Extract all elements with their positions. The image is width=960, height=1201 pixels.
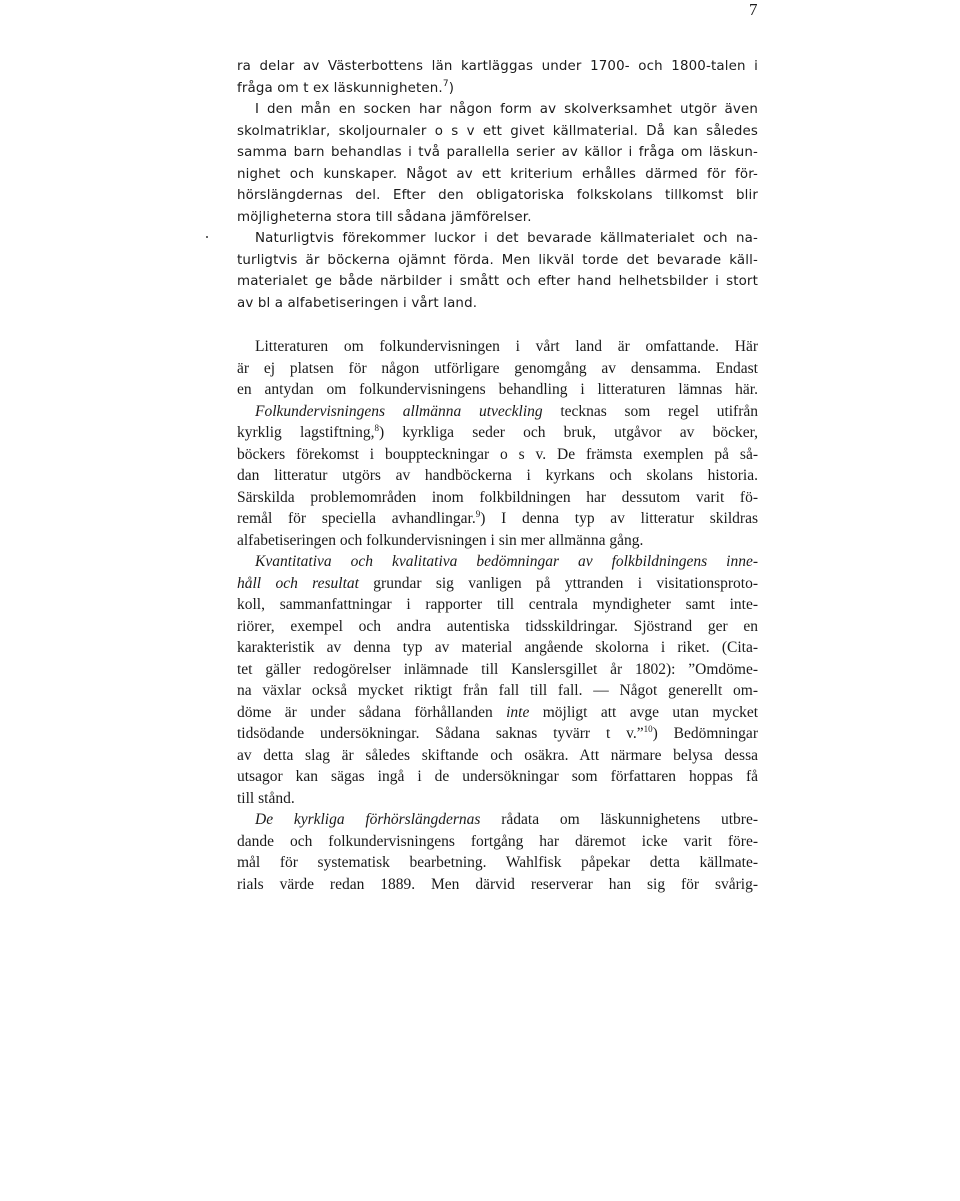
text-line: utsagor kan sägas ingå i de undersökningar som författaren hoppas få [237,768,758,785]
text-line [237,401,758,423]
text-line: en antydan om folkundervisningens behandling i litteraturen lämnas här. [237,381,758,398]
text-line: mål för systematisk bearbetning. Wahlfisk påpekar detta källmate- [237,854,758,871]
footnote-ref: 9 [475,509,481,519]
paragraph-gap [237,314,758,336]
body-text [237,56,758,895]
text-line [237,573,758,595]
text-line [237,702,758,724]
text-line: av detta slag är således skiftande och osäkra. Att närmare belysa dessa [237,746,758,764]
text-line: dan litteratur utgörs av handböckerna i kyrkans och skolans historia. [237,467,758,484]
text-run: remål för speciella avhandlingar. [237,510,476,527]
text-line [237,551,758,573]
text-line: dande och folkundervisningens fortgång har däremot icke varit före- [237,832,758,850]
text-line [237,508,758,530]
emphasis: Kvantitativa och kvalitativa bedömningar av folkbildningens inne- [255,553,758,570]
text-run: tecknas som regel utifrån [542,402,759,420]
text-line: riörer, exempel och andra autentiska tidsskildringar. Sjöstrand ger en [237,617,758,635]
text-line [237,723,758,745]
emphasis: De kyrkliga förhörslängdernas [255,811,481,828]
text-line: ra delar av Västerbottens län kartläggas under 1700- och 1800-talen i [237,59,758,74]
text-line [237,422,758,444]
text-run: fråga om t ex läskunnigheten. [237,80,443,96]
text-line: tet gäller redogörelser inlämnade till Kanslersgillet år 1802): ”Omdöme- [237,660,758,678]
text-line: Särskilda problemområden inom folkbildningen har dessutom varit fö- [237,488,758,506]
footnote-ref: 10 [643,724,653,734]
text-run: ) I denna typ av litteratur skildras [480,510,758,527]
page-number: 7 [749,0,758,19]
text-run: grundar sig vanligen på yttranden i visitationsproto- [358,574,759,592]
text-run: döme är under sådana förhållanden [237,703,507,721]
text-line: Naturligtvis förekommer luckor i det bevarade källmaterialet och na- [255,231,758,246]
text-run: rådata om läskunnighetens utbre- [480,811,759,828]
text-line: möjligheterna stora till sådana jämförelser. [237,209,532,225]
text-line: skolmatriklar, skoljournaler o s v ett givet källmaterial. Då kan således [237,123,758,139]
emphasis: inte [506,703,530,721]
scan-speck [206,236,208,238]
emphasis: Folkundervisningens allmänna utveckling [255,402,543,420]
text-line: karakteristik av denna typ av material angående skolorna i riket. (Cita- [237,639,758,656]
text-line [237,78,758,100]
text-line: hörslängdernas del. Efter den obligatoriska folkskolans tillkomst blir [237,188,758,203]
footnote-ref: 7 [442,78,449,89]
text-line: Litteraturen om folkundervisningen i vårt land är omfattande. Här [255,338,758,355]
text-line: koll, sammanfattningar i rapporter till centrala myndigheter samt inte- [237,596,758,613]
text-run: ) kyrkliga seder och bruk, utgåvor av böcker, [378,424,758,441]
text-run: ) [448,80,455,96]
text-run: tidsödande undersökningar. Sådana saknas tyvärr t v.” [237,725,644,742]
text-run: möjligt att avge utan mycket [529,703,759,721]
text-run: kyrklig lagstiftning, [237,424,375,441]
text-run: ) Bedömningar [652,725,758,742]
text-line: na växlar också mycket riktigt från fall till fall. — Något generellt om- [237,682,758,699]
text-line: böckers förekomst i bouppteckningar o s v. De främsta exemplen på så- [237,445,758,463]
text-line: alfabetiseringen och folkundervisningen i sin mer allmänna gång. [237,531,644,549]
text-line: materialet ge både närbilder i smått och efter hand helhetsbilder i stort [237,274,758,289]
text-line: till stånd. [237,789,295,807]
text-line: är ej platsen för någon utförligare genomgång av densamma. Endast [237,359,758,377]
text-line: av bl a alfabetiseringen i vårt land. [237,295,478,311]
text-line [237,809,758,831]
text-line: turligtvis är böckerna ojämnt förda. Men likväl torde det bevarade käll- [237,252,758,268]
text-line: nighet och kunskaper. Något av ett kriterium erhålles därmed för för- [237,166,758,182]
text-line: rials värde redan 1889. Men därvid reserverar han sig för svårig- [237,875,758,893]
text-line: I den mån en socken har någon form av skolverksamhet utgör även [255,102,758,117]
footnote-ref: 8 [374,423,379,433]
emphasis: håll och resultat [237,574,359,592]
text-line: samma barn behandlas i två parallella serier av källor i fråga om läskun- [237,145,758,160]
